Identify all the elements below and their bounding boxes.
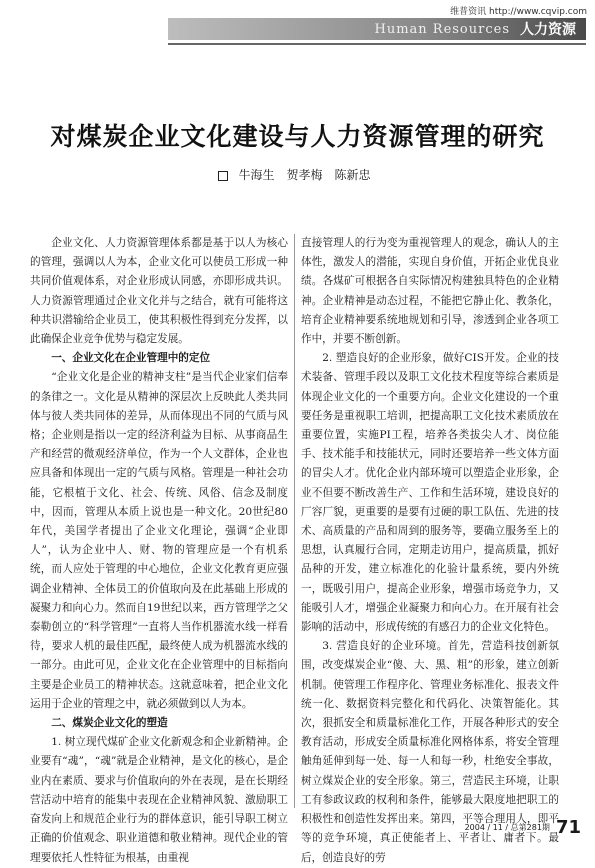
- body-paragraph: “企业文化是企业的精神支柱”是当代企业家们信奉的条律之一。文化是从精神的深层次上反映此人类共同体与彼人类共同体的差异，从而体现出不同的气质与风格；企业则是指以一定的经济利益为目标、从事商品生产和经营的微观经济单位，作为一个人文群体，企业也应具备和体现出一定的气质与风格。管理是一种社会功能，它根植于文化、社会、传统、风俗、信念及制度中，因而，管理从本质上说也是一种文化。20世纪80年代，美国学者提出了企业文化理论，强调“企业即人”，认为企业中人、财、物的管理应是一个有机系统，而人应处于管理的中心地位，企业文化教育更应强调企业精神、全体员工的价值取向及在此基础上形成的凝聚力和向心力。然而自19世纪以来，西方管理学之父泰勒创立的“科学管理”一直将人当作机器流水线一样看待，要求人机的最佳匹配，最终使人成为机器流水线的一部分。由此可见，企业文化在企业管理中的目标指向主要是企业员工的精神状态。这就意味着，把企业文化运用于企业的管理之中，就必须做到以人为本。: [30, 371, 288, 710]
- section-header-chinese: 人力资源: [520, 22, 576, 38]
- author-box-icon: [218, 171, 228, 181]
- author-line: [0, 166, 595, 183]
- author-2: 贺孝梅: [286, 168, 323, 182]
- section-heading: 二、煤炭企业文化的塑造: [51, 717, 168, 730]
- page-footer: [465, 817, 581, 838]
- body-paragraph: 2. 塑造良好的企业形象，做好CIS开发。企业的技术装备、管理手段以及职工文化技术程度等综合素质是体现企业文化的一个重要方向。企业文化建设的一个重要任务是重视职工培训，把提高职工文化技术素质放在重要位置，实施PI工程，培养各类拔尖人才、岗位能手、技术能手和技能状元，同时还要培养一些文体方面的冒尖人才。优化企业内部环境可以塑造企业形象，企业不但要不断改善生产、工作和生活环境，建设良好的厂容厂貌，更重要的是要有过硬的职工队伍、先进的技术、高质量的产品和周到的服务等，要确立服务至上的思想，认真履行合同，定期走访用户，提高质量，抓好品种的开发，建立标准化的化验计量系统，要内外统一，既吸引用户，提高企业形象，增强市场竞争力，又能吸引人才，增强企业凝聚力和向心力。在开展有社会影响的活动中，形成传统的有感召力的企业文化特色。: [301, 352, 559, 634]
- article-title: 对煤炭企业文化建设与人力资源管理的研究: [50, 122, 545, 151]
- body-paragraph: 3. 营造良好的企业环境。首先，营造科技创新氛围，改变煤炭企业“傻、大、黑、粗”的形象，建立创新机制。使管理工作程序化、管理业务标准化、报表文件统一化、数据资料完整化和代码化、决策智能化。其次，狠抓安全和质量标准化工作，开展各种形式的安全教育活动，形成安全质量标准化网格体系，将安全管理触角延伸到每一处、每一人和每一秒，杜绝安全事故，树立煤炭企业的安全形象。第三，营造民主环境，让职工有参政议政的权利和条件，能够最大限度地把职工的积极性和创造性发挥出来。第四，平等合理用人，即平等的竞争环境，真正使能者上、平者让、庸者下。最后，创造良好的劳: [301, 640, 559, 864]
- author-3: 陈新忠: [334, 168, 371, 182]
- right-column: [301, 234, 559, 868]
- author-1: 牛海生: [238, 168, 275, 182]
- section-header-english: Human Resources: [374, 21, 510, 37]
- left-column: [30, 234, 288, 868]
- header-rule: [168, 43, 586, 45]
- issue-info: 2004 / 11 / 总第281期: [464, 823, 550, 832]
- body-paragraph: 直接管理人的行为变为重视管理人的观念，确认人的主体性，激发人的潜能，实现自身价值，开拓企业优良业绩。各煤矿可根据各自实际情况构建独具特色的企业精神。企业精神是动态过程，不能把它静止化、教条化，培育企业精神要系统地规划和引导，渗透到企业各项工作中，并要不断创新。: [301, 237, 559, 346]
- body-paragraph: 1. 树立现代煤矿企业文化新观念和企业新精神。企业要有“魂”，“魂”就是企业精神，是文化的核心，是企业内在素质、要求与价值取向的外在表现，是在长期经营活动中培育的能集中表现在企业精神风貌、激励职工奋发向上和规范企业行为的群体意识，能引导职工树立正确的价值观念、职业道德和敬业精神。现代企业的管理要依托人性特征为根基，由重视: [30, 736, 288, 864]
- section-heading: 一、企业文化在企业管理中的定位: [51, 352, 211, 365]
- section-header-band: [168, 18, 586, 40]
- body-paragraph: 企业文化、人力资源管理体系都是基于以人为核心的管理，强调以人为本，企业文化可以使员工形成一种共同价值观体系，对企业形成认同感，亦即形成共识。人力资源管理通过企业文化并与之结合，就有可能将这种共识潜输给企业员工，使其积极性得到充分发挥，以此确保企业竞争优势与稳定发展。: [30, 237, 288, 346]
- watermark-text: 维普资讯 http://www.cqvip.com: [450, 7, 587, 17]
- page-number: 71: [555, 817, 581, 838]
- column-divider: [294, 234, 295, 808]
